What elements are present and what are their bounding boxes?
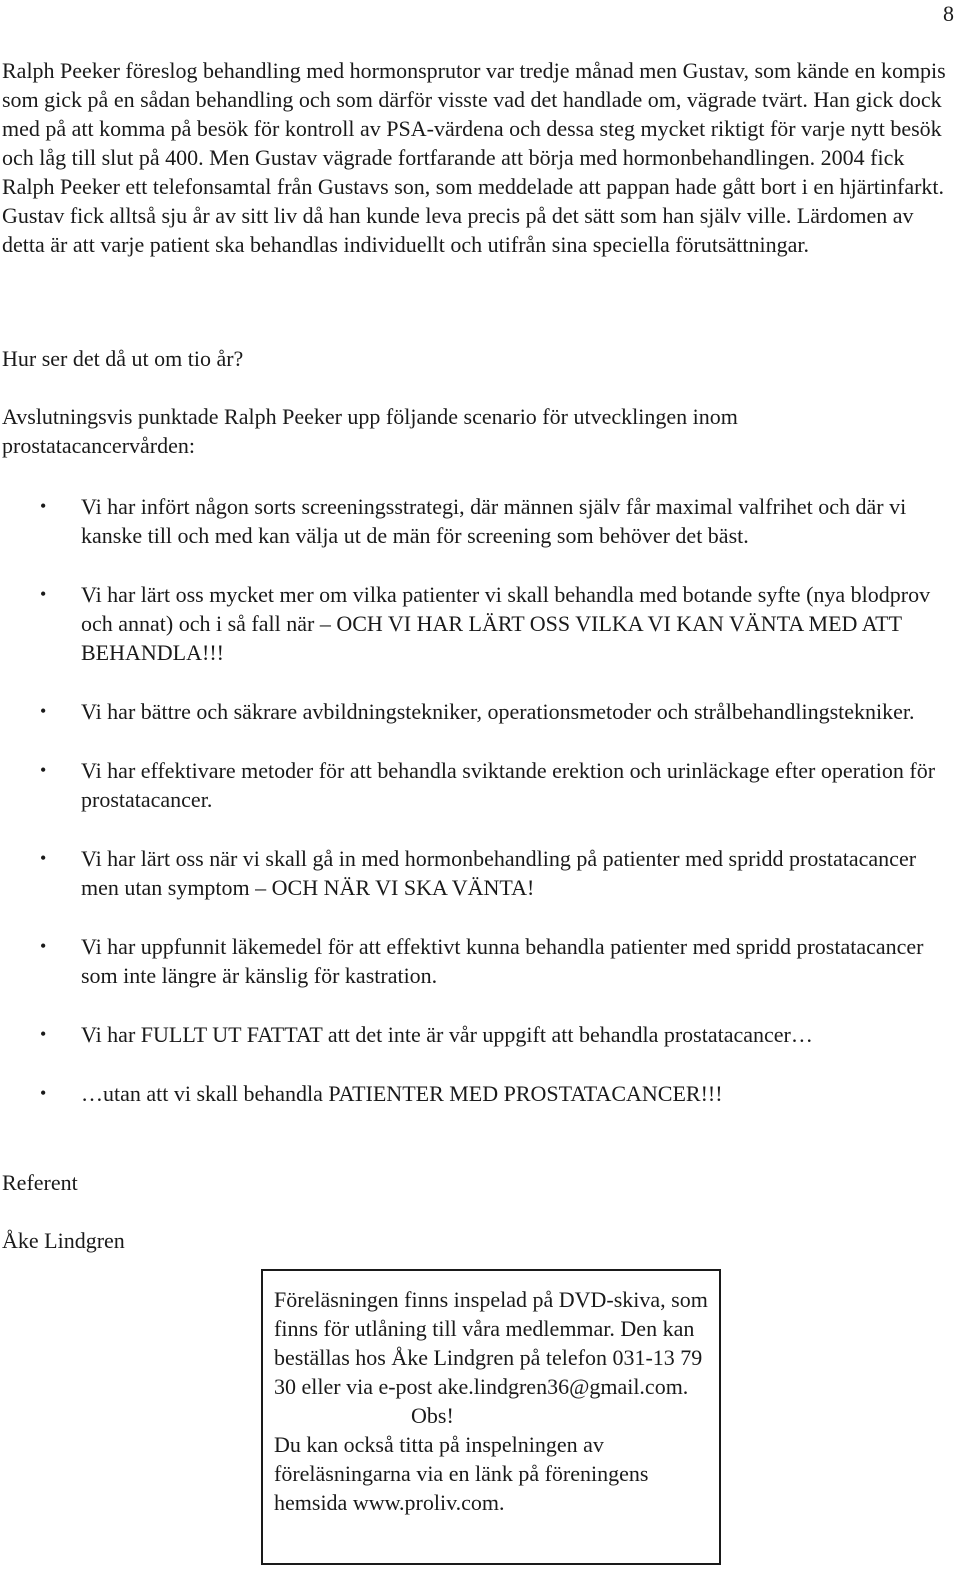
referent-label: Referent <box>2 1170 78 1195</box>
recording-info-box <box>261 1269 721 1565</box>
list-item <box>0 932 960 990</box>
list-item-text: Vi har lärt oss mycket mer om vilka patienter vi skall behandla med botande syfte (nya blodprov och annat) och i så fall när – OCH VI HAR LÄRT OSS VILKA VI KAN VÄNTA MED ATT BEHANDLA!!! <box>81 582 931 665</box>
bullet-icon: • <box>40 1024 47 1044</box>
info-box-paragraph: Du kan också titta på inspelningen av föreläsningarna via en länk på föreningens hemsida www.proliv.com. <box>274 1432 649 1515</box>
list-item <box>0 844 960 902</box>
list-item-text: …utan att vi skall behandla PATIENTER MED PROSTATACANCER!!! <box>81 1081 723 1106</box>
list-item-text: Vi har FULLT UT FATTAT att det inte är vår uppgift att behandla prostatacancer… <box>81 1022 813 1047</box>
list-item <box>0 580 960 667</box>
list-item <box>0 1020 960 1049</box>
lead-paragraph: Avslutningsvis punktade Ralph Peeker upp följande scenario för utvecklingen inom prostatacancervården: <box>2 404 738 458</box>
list-item-text: Vi har infört någon sorts screeningsstrategi, där männen själv får maximal valfrihet och där vi kanske till och med kan välja ut de män för screening som behöver det bäst. <box>81 494 907 548</box>
list-item-text: Vi har bättre och säkrare avbildningstekniker, operationsmetoder och strålbehandlingstekniker. <box>81 699 915 724</box>
bullet-icon: • <box>40 496 47 516</box>
author-name: Åke Lindgren <box>2 1228 125 1253</box>
bullet-icon: • <box>40 848 47 868</box>
scenario-bullet-list <box>0 492 960 1108</box>
list-item <box>0 492 960 550</box>
page-number: 8 <box>943 1 954 26</box>
list-item <box>0 697 960 726</box>
bullet-icon: • <box>40 936 47 956</box>
list-item <box>0 756 960 814</box>
list-item-text: Vi har effektivare metoder för att behandla sviktande erektion och urinläckage efter operation för prostatacancer. <box>81 758 936 812</box>
obs-label: Obs! <box>411 1403 454 1428</box>
intro-paragraph: Ralph Peeker föreslog behandling med hormonsprutor var tredje månad men Gustav, som kände en kompis som gick på en sådan behandling och som därför visste vad det handlade om, vägrade tvärt. Han gick dock med på att komma på besök för kontroll av PSA-värdena och dessa steg mycket riktigt för varje nytt besök och låg till slut på 400. Men Gustav vägrade fortfarande att börja med hormonbehandlingen. 2004 fick Ralph Peeker ett telefonsamtal från Gustavs son, som meddelade att pappan hade gått bort i en hjärtinfarkt. Gustav fick alltså sju år av sitt liv då han kunde leva precis på det sätt som han själv ville. Lärdomen av detta är att varje patient ska behandlas individuellt och utifrån sina speciella förutsättningar. <box>2 58 946 257</box>
bullet-icon: • <box>40 1083 47 1103</box>
list-item-text: Vi har lärt oss när vi skall gå in med hormonbehandling på patienter med spridd prostatacancer men utan symptom – OCH NÄR VI SKA VÄNTA! <box>81 846 917 900</box>
bullet-icon: • <box>40 701 47 721</box>
list-item <box>0 1079 960 1108</box>
section-heading: Hur ser det då ut om tio år? <box>2 346 244 371</box>
list-item-text: Vi har uppfunnit läkemedel för att effektivt kunna behandla patienter med spridd prostatacancer som inte längre är känslig för kastration. <box>81 934 924 988</box>
bullet-icon: • <box>40 584 47 604</box>
bullet-icon: • <box>40 760 47 780</box>
info-box-paragraph: Föreläsningen finns inspelad på DVD-skiva, som finns för utlåning till våra medlemmar. Den kan beställas hos Åke Lindgren på telefon 031-13 79 30 eller via e-post ake.lindgren36@gmail.com. <box>274 1287 708 1399</box>
